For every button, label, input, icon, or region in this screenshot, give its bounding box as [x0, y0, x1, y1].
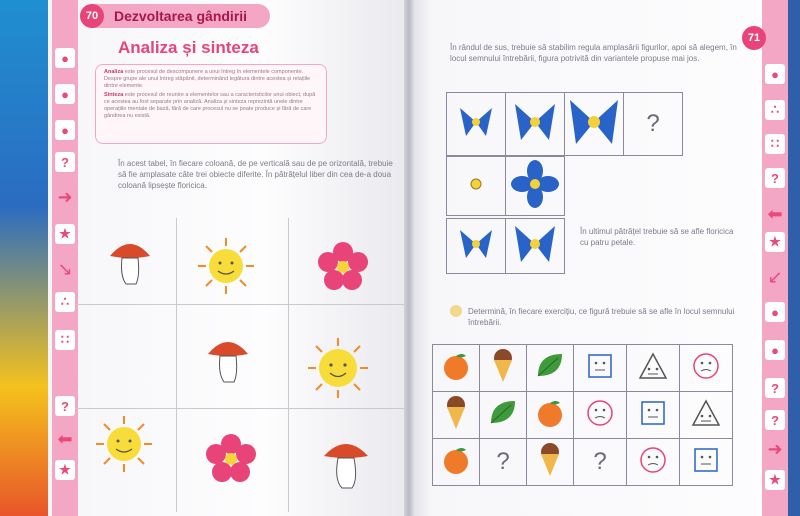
option-cell — [506, 157, 565, 216]
dots-icon: ∷ — [765, 134, 785, 154]
orange-icon — [534, 397, 566, 429]
dots-icon: ∷ — [55, 330, 75, 350]
question-cell — [624, 93, 683, 156]
yellow-dot-icon — [469, 177, 483, 191]
arrow-right-icon: ➜ — [767, 439, 783, 459]
sun-icon — [94, 414, 154, 474]
arrow-down-icon: ↙ — [767, 267, 783, 287]
apple-icon: ● — [765, 64, 785, 84]
question-icon: ? — [765, 378, 785, 398]
star-icon: ★ — [55, 224, 75, 244]
exercise-cell — [433, 392, 480, 439]
apple-icon: ● — [765, 302, 785, 322]
question-icon: ? — [55, 152, 75, 172]
exercise-cell — [527, 439, 574, 486]
definition-box — [95, 64, 327, 144]
apple-icon: ● — [765, 340, 785, 360]
option-row-1 — [446, 156, 565, 216]
chapter-header — [80, 4, 270, 28]
exercise-cell — [433, 345, 480, 392]
ice-cream-cone-icon — [490, 348, 516, 384]
arrow-down-icon: ↘ — [57, 259, 73, 279]
blue-bow-icon — [512, 99, 558, 145]
pattern-row — [446, 92, 683, 156]
question-cell — [480, 439, 527, 486]
arrow-left-icon: ⬅ — [767, 204, 783, 224]
sun-icon — [196, 236, 256, 296]
star-icon: ★ — [55, 460, 75, 480]
exercise-cell — [680, 392, 733, 439]
section-title: Analiza și sinteza — [118, 38, 259, 57]
pattern-cell — [565, 93, 624, 156]
flower-icon — [318, 242, 368, 290]
leaf-icon — [487, 397, 519, 429]
circle-face-icon — [639, 446, 667, 474]
exercise-cell — [627, 439, 680, 486]
exercise-bullet — [450, 305, 462, 317]
sun-icon — [306, 336, 370, 400]
question-mark: ? — [496, 448, 510, 475]
exercise-prompt: Determină, în fiecare exercițiu, ce figură trebuie să se afle în locul semnului întrebării. — [468, 307, 735, 327]
exercise-cell — [480, 392, 527, 439]
star-icon: ★ — [765, 470, 785, 490]
exercise-cell — [680, 439, 733, 486]
triangle-face-icon — [638, 352, 668, 380]
question-mark: ? — [646, 110, 660, 137]
mushroom-icon — [106, 236, 154, 288]
option-cell — [506, 219, 565, 274]
pattern-cell — [447, 93, 506, 156]
square-face-icon — [587, 353, 613, 379]
right-decor-strip — [762, 0, 788, 516]
triangle-face-icon — [691, 399, 721, 427]
blue-bow-icon — [568, 96, 620, 148]
orange-icon — [440, 444, 472, 476]
four-petal-flower-icon — [511, 160, 559, 208]
intro-text: În rândul de sus, trebuie să stabilim regula amplasării figurilor, apoi să alegem, în locul semnului întrebării, figura potrivită din variantele propuse mai jos. — [450, 43, 737, 63]
circle-face-icon — [586, 399, 614, 427]
instruction-text: În acest tabel, în fiecare coloană, de pe verticală sau de pe orizontală, trebuie să fie amplasate câte trei obiecte diferite. În pătrățelul liber din cea de-a doua coloană lipsește floricica. — [118, 159, 393, 190]
star-icon: ★ — [765, 232, 785, 252]
square-face-icon — [693, 447, 719, 473]
exercise-cell — [627, 345, 680, 392]
ice-cream-cone-icon — [443, 395, 469, 431]
question-icon: ? — [765, 168, 785, 188]
left-cover-edge — [0, 0, 48, 516]
exercise-cell — [480, 345, 527, 392]
dots-icon: ∴ — [765, 100, 785, 120]
option-row-2 — [446, 218, 565, 274]
exercise-cell — [574, 345, 627, 392]
exercise-cell — [680, 345, 733, 392]
apple-icon: ● — [55, 84, 75, 104]
chapter-title: Dezvoltarea gândirii — [114, 8, 248, 24]
pattern-cell — [506, 93, 565, 156]
option-note: În ultimul pătrățel trebuie să se afle floricica cu patru petale. — [580, 227, 734, 247]
circle-face-icon — [692, 352, 720, 380]
exercise-cell — [527, 392, 574, 439]
question-icon: ? — [55, 396, 75, 416]
dots-icon: ∴ — [55, 292, 75, 312]
ice-cream-cone-icon — [537, 442, 563, 478]
page-number-right: 71 — [742, 26, 766, 50]
option-cell — [447, 157, 506, 216]
arrow-right-icon: ➜ — [57, 187, 73, 207]
sinteza-term: Sinteza — [104, 92, 124, 98]
apple-icon: ● — [55, 120, 75, 140]
exercise-cell — [527, 345, 574, 392]
apple-icon: ● — [55, 48, 75, 68]
sinteza-definition: este procesul de reunire a elementelor sau a caracteristicilor unui obiect, după ce acestea au fost separate prin analiză. Analiza și sinteza reprezintă unele dintre operațiile mentale de bază, fără de care procesul nu se poate produce și fără de care gândirea nu există. — [104, 92, 316, 119]
question-icon: ? — [765, 410, 785, 430]
square-face-icon — [640, 400, 666, 426]
analiza-definition: este procesul de descompunere a unui întreg în elementele componente. Despre grupe ale unui întreg stăpânit, determinând legătura dintre acestea și relațiile dintre elemente. — [104, 69, 311, 89]
blue-bow-icon — [456, 102, 496, 142]
page-number: 70 — [80, 4, 104, 28]
question-mark: ? — [593, 448, 607, 475]
mushroom-icon — [322, 436, 370, 492]
flower-icon — [206, 434, 256, 482]
blue-bow-icon — [512, 221, 558, 267]
blue-bow-icon — [456, 224, 496, 264]
exercise-table — [432, 344, 733, 486]
arrow-left-icon: ⬅ — [57, 429, 73, 449]
analiza-term: Analiza — [104, 69, 124, 75]
question-cell — [574, 439, 627, 486]
left-decor-strip — [52, 0, 78, 516]
exercise-cell — [433, 439, 480, 486]
leaf-icon — [534, 350, 566, 382]
option-cell — [447, 219, 506, 274]
exercise-cell — [574, 392, 627, 439]
mushroom-icon — [204, 334, 252, 386]
orange-icon — [440, 350, 472, 382]
exercise-cell — [627, 392, 680, 439]
